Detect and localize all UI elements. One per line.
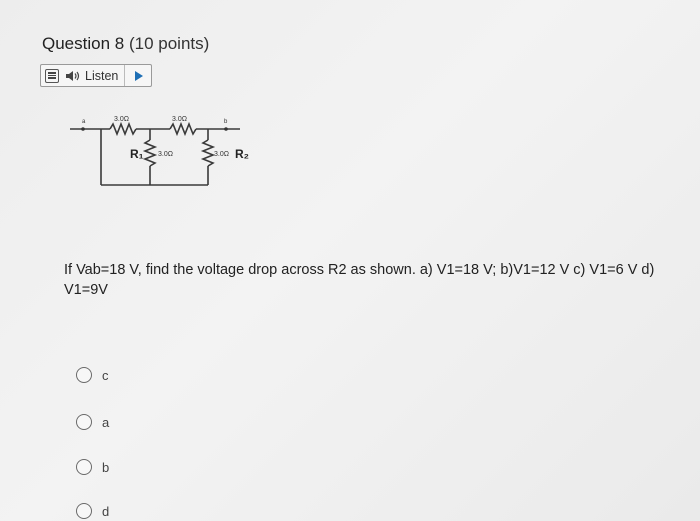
radio-d[interactable] — [76, 503, 92, 519]
play-icon[interactable] — [135, 71, 143, 81]
node-a-label: a — [82, 119, 86, 125]
r2-value: 3.0Ω — [214, 151, 229, 158]
readspeaker-toolbar — [40, 64, 152, 87]
question-title — [42, 34, 209, 54]
option-c[interactable] — [76, 367, 109, 383]
listen-label: Listen — [85, 68, 119, 83]
speaker-icon — [65, 70, 81, 82]
r1-value: 3.0Ω — [158, 151, 173, 158]
node-b-label: b — [224, 119, 228, 125]
option-d-label: d — [102, 503, 110, 519]
menu-icon[interactable] — [45, 69, 59, 83]
top-right-resistor-label: 3.0Ω — [172, 116, 187, 123]
option-c-label: c — [102, 367, 109, 383]
node-b-dot — [224, 127, 228, 131]
listen-button[interactable] — [65, 65, 125, 86]
question-points: (10 points) — [128, 34, 210, 53]
top-left-resistor-label: 3.0Ω — [114, 116, 129, 123]
option-b-label: b — [102, 459, 110, 475]
radio-b[interactable] — [76, 459, 92, 475]
question-number: Question 8 — [42, 34, 125, 53]
option-a[interactable] — [76, 414, 109, 430]
node-a-dot — [81, 127, 85, 131]
option-d[interactable] — [76, 503, 109, 519]
question-text: If Vab=18 V, find the voltage drop across R2 as shown. a) V1=18 V; b)V1=12 V c) V1=6 V d) V1=9V — [64, 262, 655, 298]
circuit-diagram — [70, 110, 270, 190]
r2-name: R₂ — [235, 147, 249, 161]
radio-a[interactable] — [76, 414, 92, 430]
option-a-label: a — [102, 414, 110, 430]
r1-name: R₁ — [130, 147, 144, 161]
option-b[interactable] — [76, 459, 109, 475]
radio-c[interactable] — [76, 367, 92, 383]
